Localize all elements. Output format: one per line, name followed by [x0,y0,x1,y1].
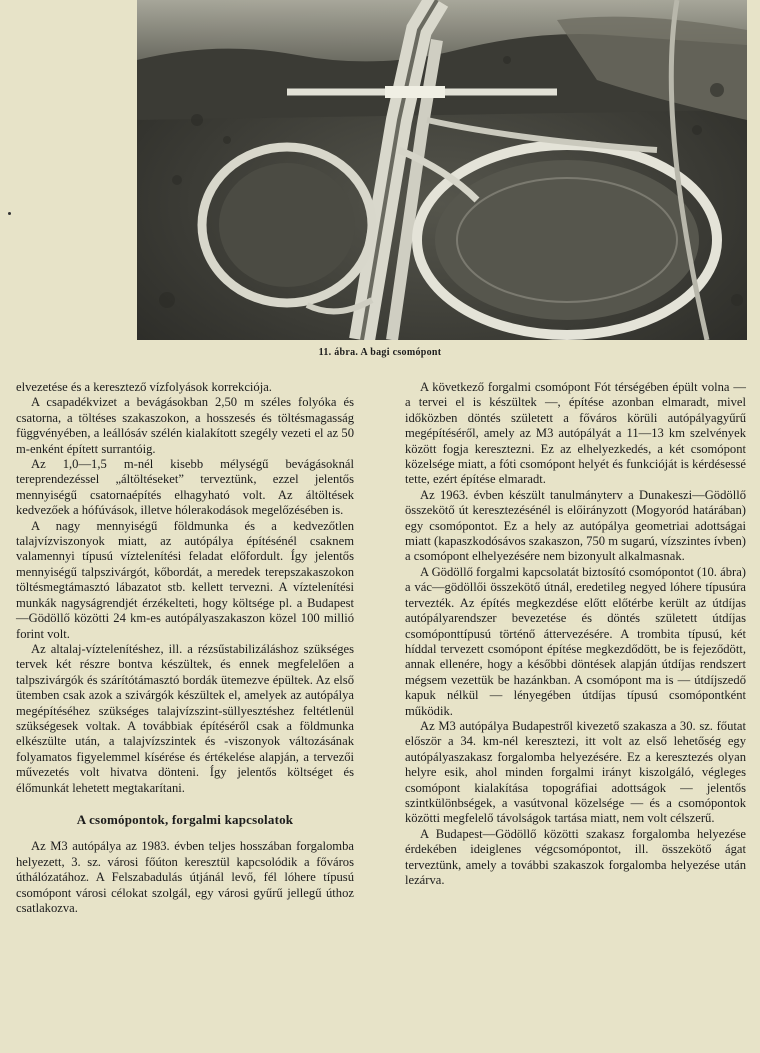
margin-speck [8,212,11,215]
paragraph: Az M3 autópálya az 1983. évben teljes hosszában forgalomba helyezett, 3. sz. városi főúton keresztül kapcsolódik a főváros úthálózatához. A Felszabadulás útjánál levő, fél lóhere típusú csomópont városi célokat szolgál, egy városi gyűrű jellegű úthoz csatlakozva. [16,839,354,915]
paragraph: A Gödöllő forgalmi kapcsolatát biztosító csomópontot (10. ábra) a vác—gödöllői összekötő útnál, eredetileg negyed lóhere típusúra tervezték. Az építés megkezdése előtt előtérbe került az útdíjas autópályarendszer bevezetése és döntés született útdíjas csomóponttípusú történő áttervezésére. A trombita típusú, két híddal tervezett csomópont építése megkezdődött, be is fejeződött, annak ellenére, hogy a későbbi döntések alapján útdíjas rendszert mégsem vezettük be hazánkban. A csomópont ma is — útdíjszedő kapuk nélkül — lényegében útdíjas típusú csomópontként működik. [405,564,746,718]
paragraph: A Budapest—Gödöllő közötti szakasz forgalomba helyezése érdekében ideiglenes végcsomópontot, ill. összekötő ágat terveztünk, amely a további szakaszok forgalomba helyezése után lezárva. [405,826,746,887]
aerial-photo-interchange [137,0,747,340]
paragraph: A csapadékvizet a bevágásokban 2,50 m széles folyóka és csatorna, a töltéses szakaszokon, a hosszesés és töltésmagasság függvényében, a leállósáv szélén kialakított szegély vezeti el az 50 m-enként épített surrantóig. [16,395,354,456]
paragraph: A nagy mennyiségű földmunka és a kedvezőtlen talajvízviszonyok miatt, az autópálya építésénél csaknem valamennyi típusú víztelenítési feladat előfordult. Így jelentős mennyiségű talpszivárgót, kőbordát, a meredek terepszakaszokon töltésmegtámasztó lábazatot stb. kellett tervezni. A víztelenítési munkák nagyságrendjét érzékelteti, hogy költsége pl. a Budapest—Gödöllő közötti 24 km-es autópályaszakaszon közel 100 millió forint volt. [16,518,354,641]
figure-caption: 11. ábra. A bagi csomópont [318,347,442,358]
paragraph: A következő forgalmi csomópont Fót térségében épült volna — a tervei el is készültek —, építése azonban elmaradt, mivel időközben döntés született a főváros körüli autópályagyűrű megépítéséről, amely az M3 autópályát a 11—13 km szelvények között fogja keresztezni. Ez az elhelyezkedés, a két csomópont közelsége miatt, a fóti csomópont helyét és funkcióját is kérdésessé tette, ezért építése elmaradt. [405,380,746,487]
paragraph: Az altalaj-víztelenítéshez, ill. a rézsűstabilizáláshoz szükséges tervek két részre bontva készültek, és ennek megfelelően a talpszivárgók és szárítótámasztó bordák ütemezve épültek. Az első ütemben csak azok a szivárgók készültek el, amelyek az autópálya megépítéséhez szükséges talajvízszint-süllyesztéshez feltétlenül szükségesek voltak. A továbbiak építéséről csak a földmunka elkészülte után, a talajvízszintek és -viszonyok változásának folyamatos figyelemmel kísérése és értékelése alapján, a tervezői művezetés volt hivatva dönteni. Így jelentős költséget és élőmunkát lehetett megtakarítani. [16,641,354,795]
paragraph: elvezetése és a keresztező vízfolyások korrekciója. [16,380,272,394]
paragraph: Az M3 autópálya Budapestről kivezető szakasza a 30. sz. főutat először a 34. km-nél keresztezi, itt volt az első lehetőség egy autópályaszakasz forgalomba helyezésére. Ez a keresztezés olyan helyre esik, ahol minden forgalmi irányt kiszolgáló, végleges csomópont kialakítása topográfiai adottságok — jelentős szintkülönbségek, a vasútvonal közelsége — és a csomópontok közötti megfelelő távolságok tartása miatt, nem volt célszerű. [405,718,746,826]
paragraph: Az 1963. évben készült tanulmányterv a Dunakeszi—Gödöllő összekötő út keresztezésénél is előirányzott (Mogyoród határában) egy csomópontot. Ez a hely az autópálya geometriai adottságai miatt (kapaszkodósávos szakaszon, 750 m sugarú, vízszintes ívben) a csomópont elhelyezésére nem bizonyult alkalmasnak. [405,487,746,564]
right-text-column [405,380,746,888]
left-text-column [16,380,354,916]
paragraph: Az 1,0—1,5 m-nél kisebb mélységű bevágásoknál tereprendezéssel „áltöltéseket” terveztünk, ezzel jelentős mennyiségű csatornaépítés elhagyható volt. Az áltöltések kedvezőek a hófúvások, illetve hólerakodások megelőzésében is. [16,457,354,518]
section-heading: A csomópontok, forgalmi kapcsolatok [76,811,294,827]
